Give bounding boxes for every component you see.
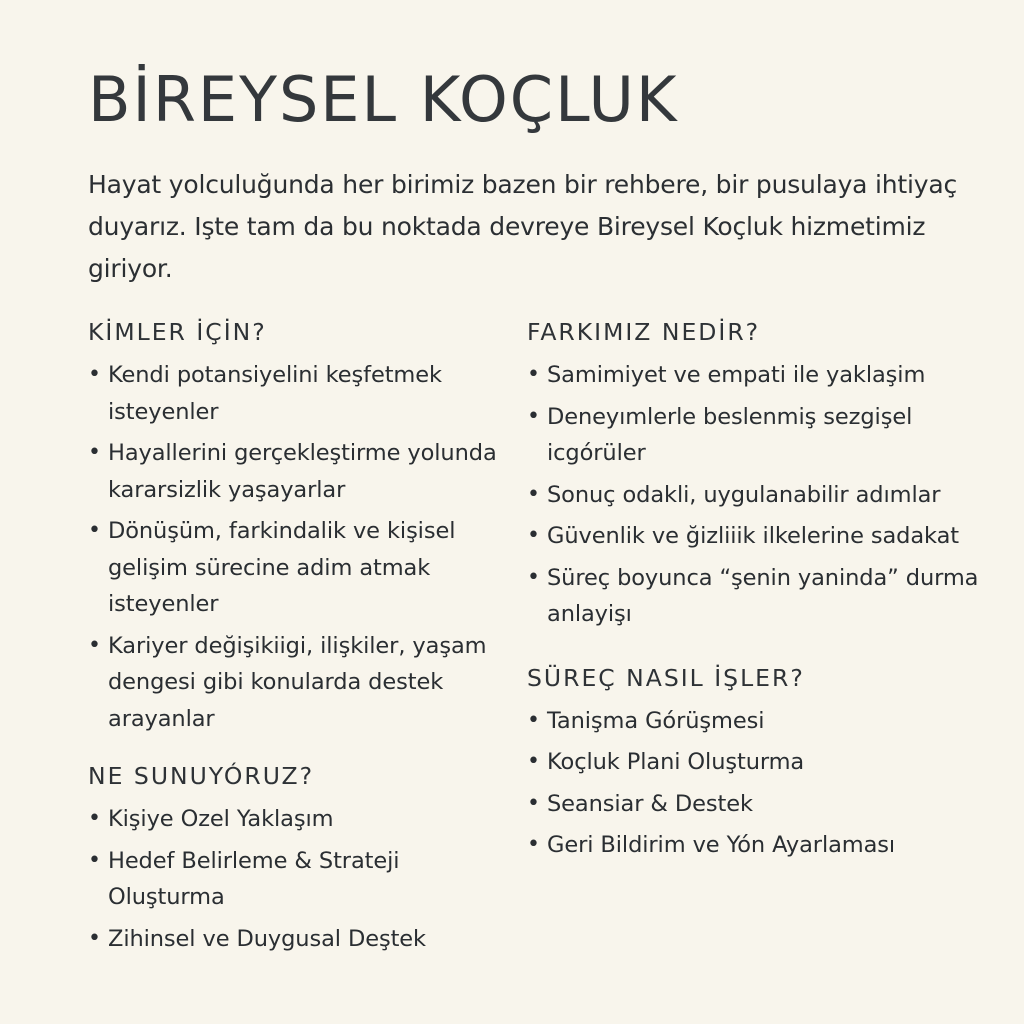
list-item-text: Kariyer değişikiigi, ilişkiler, yaşam dengesi gibi konularda destek arayanlar bbox=[108, 632, 487, 732]
list-item-text: Hedef Belirleme & Strateji Oluşturma bbox=[108, 847, 400, 910]
list-item bbox=[527, 744, 987, 781]
list-item bbox=[527, 703, 987, 740]
list-item-text: Seansiar & Destek bbox=[547, 790, 753, 817]
list-item bbox=[527, 399, 987, 472]
bullet-icon: • bbox=[88, 362, 101, 387]
list-item-text: Hayallerini gerçekleştirme yolunda kararsizlik yaşayarlar bbox=[108, 440, 497, 503]
section-heading: KİMLER İÇİN? bbox=[88, 318, 267, 346]
intro-paragraph: Hayat yolculuğunda her birimiz bazen bir rehbere, bir pusulaya ihtiyaç duyarız. Işte tam da bu noktada devreye Bireysel Koçluk hizmetimiz giriyor. bbox=[88, 170, 958, 283]
list-item bbox=[527, 560, 987, 633]
list-item bbox=[527, 518, 987, 555]
bullet-icon: • bbox=[88, 847, 101, 873]
bullet-icon: • bbox=[88, 806, 101, 831]
page-title: BİREYSEL KOÇLUK bbox=[88, 63, 679, 136]
left-column bbox=[88, 313, 518, 962]
bullet-icon: • bbox=[527, 707, 540, 733]
differences-list bbox=[527, 357, 987, 633]
section-heading: NE SUNUYÓRUZ? bbox=[88, 762, 315, 790]
process-list bbox=[527, 703, 987, 864]
list-item bbox=[527, 786, 987, 823]
list-item bbox=[88, 513, 518, 623]
audience-list bbox=[88, 357, 518, 737]
bullet-icon: • bbox=[88, 518, 101, 543]
section-heading: SÜREÇ NASIL İŞLER? bbox=[527, 663, 805, 692]
right-column bbox=[527, 313, 987, 869]
bullet-icon: • bbox=[527, 362, 540, 387]
section-heading: FARKIMIZ NEDİR? bbox=[527, 318, 761, 346]
list-item bbox=[527, 477, 987, 514]
bullet-icon: • bbox=[88, 925, 101, 951]
bullet-icon: • bbox=[88, 632, 101, 658]
list-item-text: Deneyımlerle beslenmiş sezgişel icgórüler bbox=[547, 403, 913, 466]
list-item bbox=[88, 801, 518, 838]
list-item-text: Samimiyet ve empati ile yaklaşim bbox=[547, 362, 926, 388]
bullet-icon: • bbox=[527, 832, 540, 857]
section-farkimiz-nedir bbox=[527, 313, 987, 633]
list-item-text: Sonuç odakli, uygulanabilir adımlar bbox=[547, 481, 941, 508]
list-item bbox=[527, 357, 987, 394]
list-item-text: Koçluk Plani Oluşturma bbox=[547, 749, 805, 775]
list-item bbox=[88, 628, 518, 738]
bullet-icon: • bbox=[527, 481, 540, 507]
list-item bbox=[88, 921, 518, 958]
bullet-icon: • bbox=[527, 749, 540, 774]
list-item-text: Kendi potansiyelini keşfetmek isteyenler bbox=[108, 362, 442, 425]
bullet-icon: • bbox=[527, 564, 540, 590]
bullet-icon: • bbox=[527, 403, 540, 429]
bullet-icon: • bbox=[527, 523, 540, 548]
section-kimler-icin bbox=[88, 313, 518, 737]
list-item-text: Geri Bildirim ve Yón Ayarlaması bbox=[547, 832, 896, 858]
offerings-list bbox=[88, 801, 518, 957]
list-item-text: Dönüşüm, farkindalik ve kişisel gelişim sürecine adim atmak isteyenler bbox=[108, 518, 456, 617]
bullet-icon: • bbox=[527, 790, 540, 816]
list-item bbox=[88, 435, 518, 508]
list-item-text: Tanişma Górüşmesi bbox=[547, 707, 765, 734]
bullet-icon: • bbox=[88, 440, 101, 465]
list-item-text: Kişiye Ozel Yaklaşım bbox=[108, 806, 334, 832]
list-item bbox=[88, 357, 518, 430]
list-item-text: Süreç boyunca “şenin yaninda” durma anlayişı bbox=[547, 564, 979, 627]
list-item-text: Güvenlik ve ğizliiik ilkelerine sadakat bbox=[547, 523, 959, 549]
list-item-text: Zihinsel ve Duygusal Deştek bbox=[108, 925, 426, 952]
section-surec-nasil-isler bbox=[527, 659, 987, 864]
list-item bbox=[88, 843, 518, 916]
section-ne-sunuyoruz bbox=[88, 757, 518, 957]
list-item bbox=[527, 827, 987, 864]
